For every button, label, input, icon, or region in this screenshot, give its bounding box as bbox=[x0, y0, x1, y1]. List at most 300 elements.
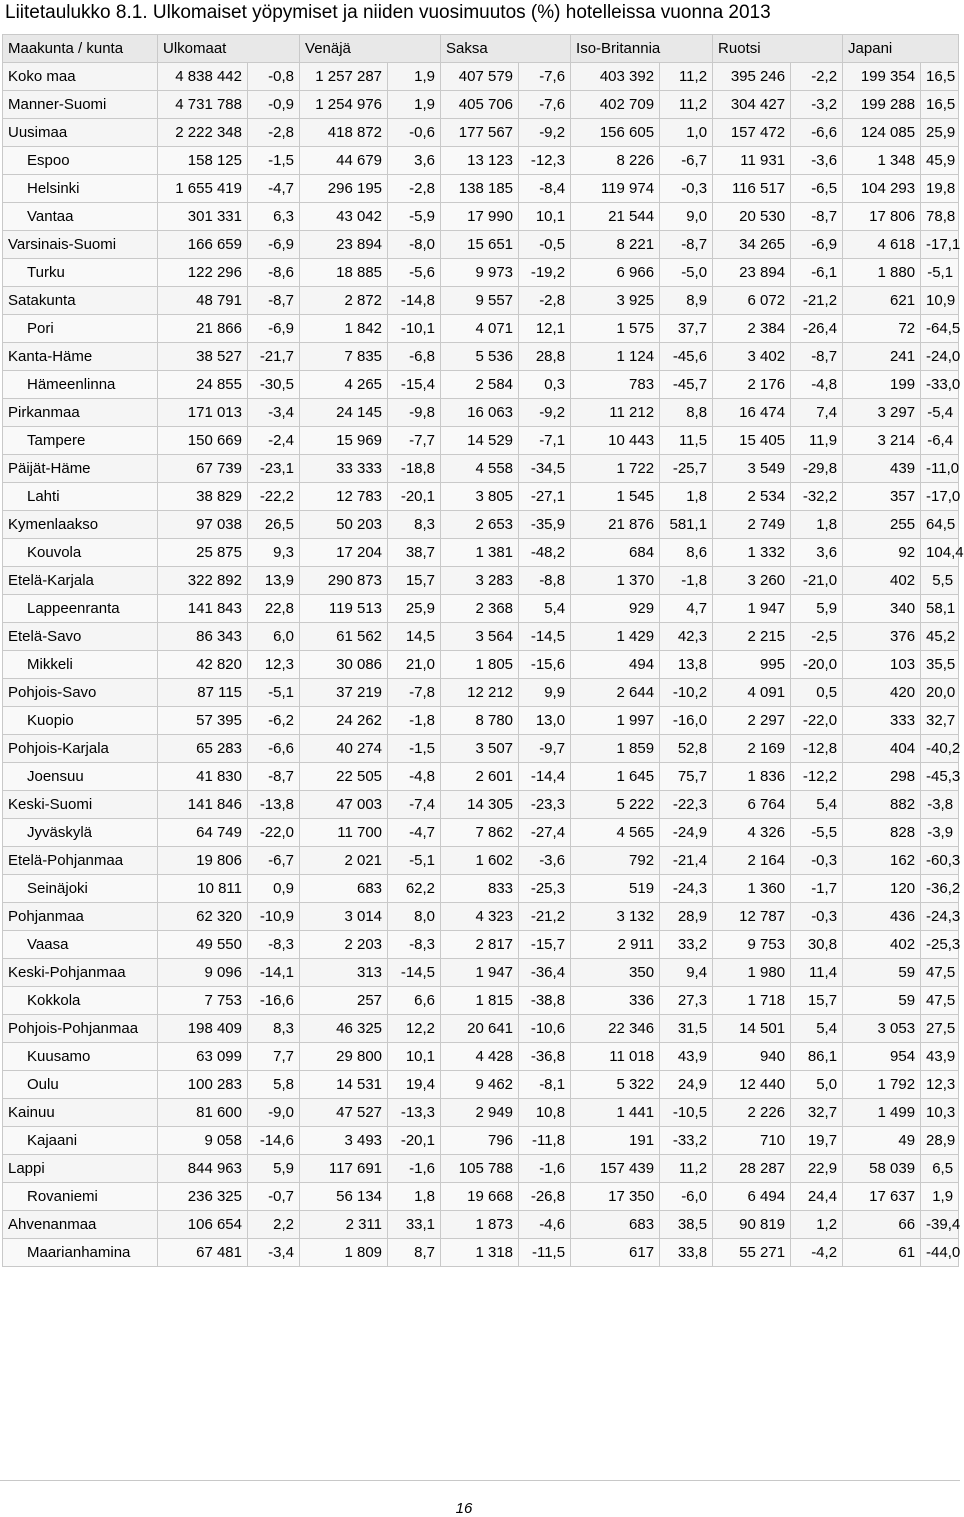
change-cell: 1,8 bbox=[388, 1183, 441, 1211]
nights-cell: 844 963 bbox=[158, 1155, 248, 1183]
change-cell: -6,9 bbox=[791, 231, 843, 259]
nights-cell: 41 830 bbox=[158, 763, 248, 791]
change-cell: 10,1 bbox=[388, 1043, 441, 1071]
table-body bbox=[3, 63, 964, 1267]
change-cell: -34,5 bbox=[519, 455, 571, 483]
row-label: Helsinki bbox=[3, 175, 158, 203]
nights-cell: 17 990 bbox=[441, 203, 519, 231]
nights-cell: 828 bbox=[843, 819, 921, 847]
change-cell: 10,3 bbox=[921, 1099, 959, 1127]
nights-cell: 3 564 bbox=[441, 623, 519, 651]
nights-cell: 6 072 bbox=[713, 287, 791, 315]
change-cell: 33,2 bbox=[660, 931, 713, 959]
nights-cell: 25 875 bbox=[158, 539, 248, 567]
change-cell: -24,3 bbox=[921, 903, 959, 931]
nights-cell: 9 973 bbox=[441, 259, 519, 287]
row-label: Kuopio bbox=[3, 707, 158, 735]
nights-cell: 1 718 bbox=[713, 987, 791, 1015]
nights-cell: 1 947 bbox=[713, 595, 791, 623]
nights-cell: 21 876 bbox=[571, 511, 660, 539]
change-cell: 33,1 bbox=[388, 1211, 441, 1239]
change-cell: 64,5 bbox=[921, 511, 959, 539]
change-cell: -9,0 bbox=[248, 1099, 300, 1127]
change-cell: -6,4 bbox=[921, 427, 959, 455]
nights-cell: 439 bbox=[843, 455, 921, 483]
change-cell: -0,3 bbox=[791, 903, 843, 931]
nights-cell: 28 287 bbox=[713, 1155, 791, 1183]
nights-cell: 8 226 bbox=[571, 147, 660, 175]
nights-cell: 4 565 bbox=[571, 819, 660, 847]
nights-cell: 3 214 bbox=[843, 427, 921, 455]
change-cell: -8,0 bbox=[388, 231, 441, 259]
change-cell: 0,5 bbox=[791, 679, 843, 707]
nights-cell: 122 296 bbox=[158, 259, 248, 287]
nights-cell: 301 331 bbox=[158, 203, 248, 231]
row-label: Keski-Pohjanmaa bbox=[3, 959, 158, 987]
nights-cell: 1 859 bbox=[571, 735, 660, 763]
nights-cell: 177 567 bbox=[441, 119, 519, 147]
row-label: Seinäjoki bbox=[3, 875, 158, 903]
nights-cell: 12 212 bbox=[441, 679, 519, 707]
change-cell: 38,7 bbox=[388, 539, 441, 567]
table-row bbox=[3, 343, 959, 371]
nights-cell: 24 145 bbox=[300, 399, 388, 427]
nights-cell: 59 bbox=[843, 987, 921, 1015]
change-cell: -26,8 bbox=[519, 1183, 571, 1211]
nights-cell: 333 bbox=[843, 707, 921, 735]
row-label: Kokkola bbox=[3, 987, 158, 1015]
change-cell: -2,5 bbox=[791, 623, 843, 651]
nights-cell: 405 706 bbox=[441, 91, 519, 119]
change-cell: 31,5 bbox=[660, 1015, 713, 1043]
nights-cell: 17 204 bbox=[300, 539, 388, 567]
nights-cell: 141 843 bbox=[158, 595, 248, 623]
nights-cell: 138 185 bbox=[441, 175, 519, 203]
change-cell: 33,8 bbox=[660, 1239, 713, 1267]
row-label: Lappeenranta bbox=[3, 595, 158, 623]
header-japani: Japani bbox=[843, 35, 959, 63]
nights-cell: 7 862 bbox=[441, 819, 519, 847]
table-row bbox=[3, 623, 959, 651]
nights-cell: 403 392 bbox=[571, 63, 660, 91]
change-cell: -1,6 bbox=[388, 1155, 441, 1183]
nights-cell: 1 809 bbox=[300, 1239, 388, 1267]
table-row bbox=[3, 203, 959, 231]
change-cell: -11,5 bbox=[519, 1239, 571, 1267]
nights-cell: 3 507 bbox=[441, 735, 519, 763]
nights-cell: 162 bbox=[843, 847, 921, 875]
change-cell: -0,5 bbox=[519, 231, 571, 259]
nights-cell: 2 203 bbox=[300, 931, 388, 959]
nights-cell: 20 530 bbox=[713, 203, 791, 231]
nights-cell: 105 788 bbox=[441, 1155, 519, 1183]
change-cell: 11,2 bbox=[660, 63, 713, 91]
table-row bbox=[3, 63, 959, 91]
nights-cell: 49 bbox=[843, 1127, 921, 1155]
change-cell: -25,3 bbox=[519, 875, 571, 903]
change-cell: -8,8 bbox=[519, 567, 571, 595]
change-cell: -8,7 bbox=[791, 343, 843, 371]
change-cell: -33,0 bbox=[921, 371, 959, 399]
change-cell: -21,4 bbox=[660, 847, 713, 875]
change-cell: -0,3 bbox=[660, 175, 713, 203]
table-row bbox=[3, 399, 959, 427]
nights-cell: 395 246 bbox=[713, 63, 791, 91]
nights-cell: 7 835 bbox=[300, 343, 388, 371]
data-table bbox=[2, 34, 964, 1267]
table-row bbox=[3, 1155, 959, 1183]
table-row bbox=[3, 483, 959, 511]
change-cell: -7,6 bbox=[519, 91, 571, 119]
table-row bbox=[3, 1211, 959, 1239]
change-cell: -27,4 bbox=[519, 819, 571, 847]
change-cell: -3,6 bbox=[519, 847, 571, 875]
change-cell: 9,4 bbox=[660, 959, 713, 987]
nights-cell: 940 bbox=[713, 1043, 791, 1071]
nights-cell: 1 805 bbox=[441, 651, 519, 679]
change-cell: -9,2 bbox=[519, 399, 571, 427]
nights-cell: 519 bbox=[571, 875, 660, 903]
change-cell: 28,8 bbox=[519, 343, 571, 371]
change-cell: 11,5 bbox=[660, 427, 713, 455]
change-cell: 15,7 bbox=[388, 567, 441, 595]
change-cell: 11,2 bbox=[660, 91, 713, 119]
change-cell: 8,3 bbox=[248, 1015, 300, 1043]
nights-cell: 14 531 bbox=[300, 1071, 388, 1099]
change-cell: -24,0 bbox=[921, 343, 959, 371]
nights-cell: 1 318 bbox=[441, 1239, 519, 1267]
row-label: Pirkanmaa bbox=[3, 399, 158, 427]
row-label: Hämeenlinna bbox=[3, 371, 158, 399]
change-cell: 28,9 bbox=[921, 1127, 959, 1155]
nights-cell: 14 529 bbox=[441, 427, 519, 455]
nights-cell: 2 311 bbox=[300, 1211, 388, 1239]
change-cell: 12,3 bbox=[248, 651, 300, 679]
change-cell: -1,8 bbox=[660, 567, 713, 595]
nights-cell: 14 501 bbox=[713, 1015, 791, 1043]
nights-cell: 43 042 bbox=[300, 203, 388, 231]
change-cell: 8,8 bbox=[660, 399, 713, 427]
change-cell: 22,8 bbox=[248, 595, 300, 623]
row-label: Koko maa bbox=[3, 63, 158, 91]
change-cell: -2,4 bbox=[248, 427, 300, 455]
row-label: Oulu bbox=[3, 1071, 158, 1099]
nights-cell: 683 bbox=[571, 1211, 660, 1239]
nights-cell: 156 605 bbox=[571, 119, 660, 147]
change-cell: -1,5 bbox=[248, 147, 300, 175]
nights-cell: 198 409 bbox=[158, 1015, 248, 1043]
nights-cell: 24 262 bbox=[300, 707, 388, 735]
nights-cell: 2 653 bbox=[441, 511, 519, 539]
change-cell: -6,7 bbox=[248, 847, 300, 875]
page-title: Liitetaulukko 8.1. Ulkomaiset yöpymiset ja niiden vuosimuutos (%) hotelleissa vuonna 2013 bbox=[5, 2, 771, 23]
nights-cell: 34 265 bbox=[713, 231, 791, 259]
table-row bbox=[3, 1015, 959, 1043]
nights-cell: 494 bbox=[571, 651, 660, 679]
change-cell: -20,1 bbox=[388, 1127, 441, 1155]
nights-cell: 436 bbox=[843, 903, 921, 931]
table-row bbox=[3, 847, 959, 875]
change-cell: -21,2 bbox=[519, 903, 571, 931]
change-cell: -12,3 bbox=[519, 147, 571, 175]
change-cell: -8,3 bbox=[248, 931, 300, 959]
nights-cell: 119 513 bbox=[300, 595, 388, 623]
nights-cell: 929 bbox=[571, 595, 660, 623]
change-cell: 47,5 bbox=[921, 959, 959, 987]
nights-cell: 1 545 bbox=[571, 483, 660, 511]
nights-cell: 304 427 bbox=[713, 91, 791, 119]
nights-cell: 11 931 bbox=[713, 147, 791, 175]
nights-cell: 402 709 bbox=[571, 91, 660, 119]
row-label: Pohjanmaa bbox=[3, 903, 158, 931]
row-label: Kainuu bbox=[3, 1099, 158, 1127]
row-label: Tampere bbox=[3, 427, 158, 455]
change-cell: -6,6 bbox=[791, 119, 843, 147]
nights-cell: 407 579 bbox=[441, 63, 519, 91]
change-cell: 6,5 bbox=[921, 1155, 959, 1183]
change-cell: -3,4 bbox=[248, 1239, 300, 1267]
nights-cell: 340 bbox=[843, 595, 921, 623]
change-cell: 12,3 bbox=[921, 1071, 959, 1099]
change-cell: 52,8 bbox=[660, 735, 713, 763]
table-row bbox=[3, 595, 959, 623]
change-cell: 11,4 bbox=[791, 959, 843, 987]
nights-cell: 420 bbox=[843, 679, 921, 707]
table-row bbox=[3, 175, 959, 203]
change-cell: 43,9 bbox=[921, 1043, 959, 1071]
nights-cell: 12 787 bbox=[713, 903, 791, 931]
nights-cell: 100 283 bbox=[158, 1071, 248, 1099]
change-cell: -5,0 bbox=[660, 259, 713, 287]
nights-cell: 792 bbox=[571, 847, 660, 875]
nights-cell: 15 651 bbox=[441, 231, 519, 259]
nights-cell: 298 bbox=[843, 763, 921, 791]
nights-cell: 1 429 bbox=[571, 623, 660, 651]
footer-divider bbox=[0, 1480, 960, 1481]
nights-cell: 67 739 bbox=[158, 455, 248, 483]
change-cell: 3,6 bbox=[791, 539, 843, 567]
change-cell: -35,9 bbox=[519, 511, 571, 539]
nights-cell: 38 829 bbox=[158, 483, 248, 511]
change-cell: -4,7 bbox=[388, 819, 441, 847]
change-cell: -7,7 bbox=[388, 427, 441, 455]
change-cell: 58,1 bbox=[921, 595, 959, 623]
row-label: Maarianhamina bbox=[3, 1239, 158, 1267]
nights-cell: 20 641 bbox=[441, 1015, 519, 1043]
nights-cell: 191 bbox=[571, 1127, 660, 1155]
nights-cell: 8 221 bbox=[571, 231, 660, 259]
nights-cell: 2 226 bbox=[713, 1099, 791, 1127]
nights-cell: 17 350 bbox=[571, 1183, 660, 1211]
table-row bbox=[3, 91, 959, 119]
nights-cell: 47 003 bbox=[300, 791, 388, 819]
change-cell: -36,4 bbox=[519, 959, 571, 987]
row-label: Keski-Suomi bbox=[3, 791, 158, 819]
change-cell: 35,5 bbox=[921, 651, 959, 679]
nights-cell: 40 274 bbox=[300, 735, 388, 763]
nights-cell: 3 132 bbox=[571, 903, 660, 931]
change-cell: -8,3 bbox=[388, 931, 441, 959]
table-row bbox=[3, 931, 959, 959]
change-cell: -15,7 bbox=[519, 931, 571, 959]
nights-cell: 50 203 bbox=[300, 511, 388, 539]
row-label: Lahti bbox=[3, 483, 158, 511]
change-cell: 21,0 bbox=[388, 651, 441, 679]
nights-cell: 2 749 bbox=[713, 511, 791, 539]
nights-cell: 72 bbox=[843, 315, 921, 343]
change-cell: -6,8 bbox=[388, 343, 441, 371]
nights-cell: 1 360 bbox=[713, 875, 791, 903]
nights-cell: 5 536 bbox=[441, 343, 519, 371]
change-cell: 19,8 bbox=[921, 175, 959, 203]
change-cell: -5,4 bbox=[921, 399, 959, 427]
nights-cell: 22 346 bbox=[571, 1015, 660, 1043]
nights-cell: 15 405 bbox=[713, 427, 791, 455]
nights-cell: 11 212 bbox=[571, 399, 660, 427]
change-cell: -17,1 bbox=[921, 231, 959, 259]
nights-cell: 2 297 bbox=[713, 707, 791, 735]
nights-cell: 12 783 bbox=[300, 483, 388, 511]
nights-cell: 8 780 bbox=[441, 707, 519, 735]
change-cell: -14,1 bbox=[248, 959, 300, 987]
row-label: Etelä-Savo bbox=[3, 623, 158, 651]
change-cell: 5,0 bbox=[791, 1071, 843, 1099]
nights-cell: 3 925 bbox=[571, 287, 660, 315]
nights-cell: 6 966 bbox=[571, 259, 660, 287]
change-cell: -6,6 bbox=[248, 735, 300, 763]
nights-cell: 5 322 bbox=[571, 1071, 660, 1099]
change-cell: -21,0 bbox=[791, 567, 843, 595]
nights-cell: 2 949 bbox=[441, 1099, 519, 1127]
change-cell: 86,1 bbox=[791, 1043, 843, 1071]
nights-cell: 199 bbox=[843, 371, 921, 399]
table-row bbox=[3, 791, 959, 819]
nights-cell: 3 493 bbox=[300, 1127, 388, 1155]
change-cell: -30,5 bbox=[248, 371, 300, 399]
row-label: Turku bbox=[3, 259, 158, 287]
change-cell: -36,8 bbox=[519, 1043, 571, 1071]
nights-cell: 4 323 bbox=[441, 903, 519, 931]
change-cell: -10,5 bbox=[660, 1099, 713, 1127]
row-label: Jyväskylä bbox=[3, 819, 158, 847]
change-cell: -19,2 bbox=[519, 259, 571, 287]
nights-cell: 116 517 bbox=[713, 175, 791, 203]
table-row bbox=[3, 427, 959, 455]
change-cell: 3,6 bbox=[388, 147, 441, 175]
change-cell: -1,8 bbox=[388, 707, 441, 735]
nights-cell: 157 439 bbox=[571, 1155, 660, 1183]
change-cell: 11,2 bbox=[660, 1155, 713, 1183]
nights-cell: 995 bbox=[713, 651, 791, 679]
nights-cell: 1 997 bbox=[571, 707, 660, 735]
table-row bbox=[3, 147, 959, 175]
table-row bbox=[3, 651, 959, 679]
nights-cell: 11 700 bbox=[300, 819, 388, 847]
change-cell: -4,6 bbox=[519, 1211, 571, 1239]
change-cell: -4,8 bbox=[388, 763, 441, 791]
nights-cell: 19 668 bbox=[441, 1183, 519, 1211]
nights-cell: 796 bbox=[441, 1127, 519, 1155]
change-cell: 8,0 bbox=[388, 903, 441, 931]
change-cell: -4,8 bbox=[791, 371, 843, 399]
nights-cell: 16 063 bbox=[441, 399, 519, 427]
nights-cell: 236 325 bbox=[158, 1183, 248, 1211]
change-cell: -21,7 bbox=[248, 343, 300, 371]
change-cell: -12,2 bbox=[791, 763, 843, 791]
nights-cell: 2 872 bbox=[300, 287, 388, 315]
change-cell: 5,4 bbox=[519, 595, 571, 623]
header-iso-britannia: Iso-Britannia bbox=[571, 35, 713, 63]
change-cell: -7,1 bbox=[519, 427, 571, 455]
row-label: Mikkeli bbox=[3, 651, 158, 679]
row-label: Rovaniemi bbox=[3, 1183, 158, 1211]
change-cell: 27,3 bbox=[660, 987, 713, 1015]
change-cell: 7,7 bbox=[248, 1043, 300, 1071]
row-label: Etelä-Karjala bbox=[3, 567, 158, 595]
change-cell: -5,1 bbox=[388, 847, 441, 875]
change-cell: -1,6 bbox=[519, 1155, 571, 1183]
change-cell: 30,8 bbox=[791, 931, 843, 959]
nights-cell: 16 474 bbox=[713, 399, 791, 427]
change-cell: 28,9 bbox=[660, 903, 713, 931]
nights-cell: 48 791 bbox=[158, 287, 248, 315]
change-cell: 38,5 bbox=[660, 1211, 713, 1239]
nights-cell: 120 bbox=[843, 875, 921, 903]
change-cell: -24,3 bbox=[660, 875, 713, 903]
change-cell: -22,3 bbox=[660, 791, 713, 819]
change-cell: -6,1 bbox=[791, 259, 843, 287]
table-row bbox=[3, 1183, 959, 1211]
change-cell: 0,3 bbox=[519, 371, 571, 399]
nights-cell: 157 472 bbox=[713, 119, 791, 147]
change-cell: 1,8 bbox=[791, 511, 843, 539]
nights-cell: 257 bbox=[300, 987, 388, 1015]
change-cell: 13,0 bbox=[519, 707, 571, 735]
change-cell: -13,8 bbox=[248, 791, 300, 819]
change-cell: -13,3 bbox=[388, 1099, 441, 1127]
change-cell: 6,3 bbox=[248, 203, 300, 231]
change-cell: -25,3 bbox=[921, 931, 959, 959]
nights-cell: 199 288 bbox=[843, 91, 921, 119]
change-cell: -10,6 bbox=[519, 1015, 571, 1043]
nights-cell: 24 855 bbox=[158, 371, 248, 399]
change-cell: -8,7 bbox=[660, 231, 713, 259]
nights-cell: 833 bbox=[441, 875, 519, 903]
change-cell: 15,7 bbox=[791, 987, 843, 1015]
change-cell: -3,8 bbox=[921, 791, 959, 819]
nights-cell: 1 792 bbox=[843, 1071, 921, 1099]
change-cell: -2,8 bbox=[248, 119, 300, 147]
change-cell: -9,7 bbox=[519, 735, 571, 763]
nights-cell: 42 820 bbox=[158, 651, 248, 679]
nights-cell: 19 806 bbox=[158, 847, 248, 875]
change-cell: -12,8 bbox=[791, 735, 843, 763]
row-label: Kouvola bbox=[3, 539, 158, 567]
change-cell: 8,9 bbox=[660, 287, 713, 315]
nights-cell: 336 bbox=[571, 987, 660, 1015]
nights-cell: 55 271 bbox=[713, 1239, 791, 1267]
row-label: Pohjois-Savo bbox=[3, 679, 158, 707]
row-label: Manner-Suomi bbox=[3, 91, 158, 119]
table-row bbox=[3, 259, 959, 287]
change-cell: -44,0 bbox=[921, 1239, 959, 1267]
nights-cell: 166 659 bbox=[158, 231, 248, 259]
change-cell: -6,9 bbox=[248, 231, 300, 259]
row-label: Päijät-Häme bbox=[3, 455, 158, 483]
row-label: Pori bbox=[3, 315, 158, 343]
change-cell: 8,3 bbox=[388, 511, 441, 539]
change-cell: -24,9 bbox=[660, 819, 713, 847]
